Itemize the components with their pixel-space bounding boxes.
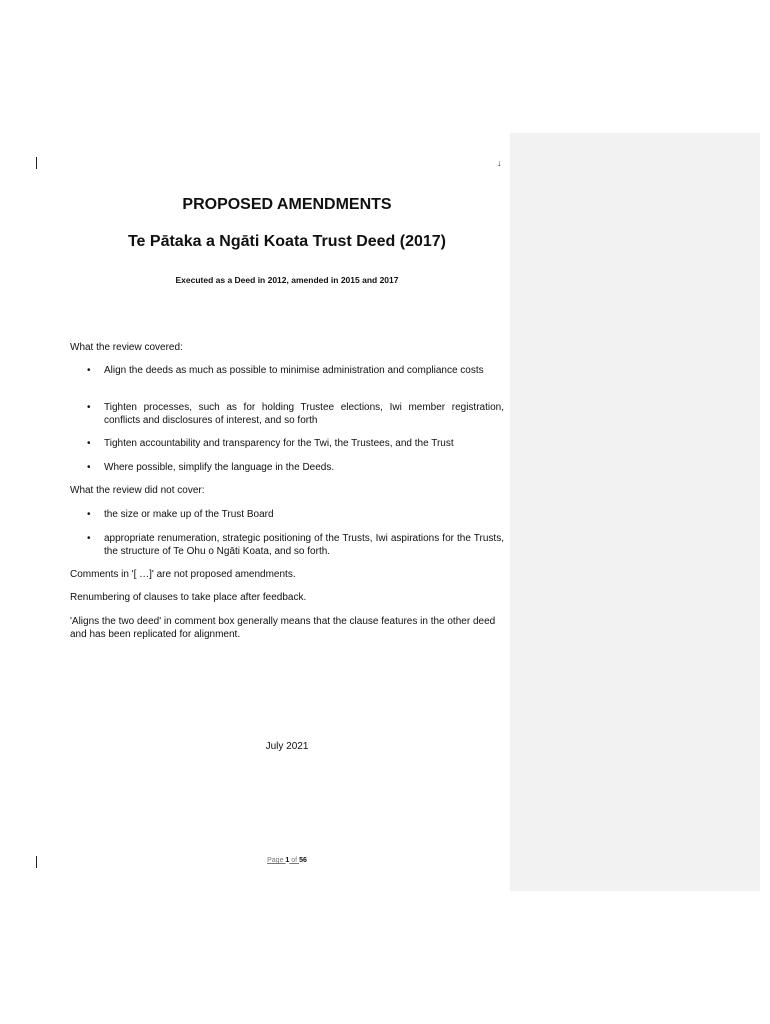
bullet-icon: • [87, 438, 91, 449]
document-title: PROPOSED AMENDMENTS [182, 196, 392, 213]
change-bar-top [36, 157, 37, 169]
comments-note: Comments in '[ …]' are not proposed amendments. [70, 569, 296, 580]
page-number: 1 [285, 857, 290, 864]
paragraph-mark-icon: ↓ [497, 158, 502, 168]
bullet-icon: • [87, 365, 91, 376]
covered-item: Align the deeds as much as possible to minimise administration and compliance costs [104, 365, 484, 376]
covered-item: Where possible, simplify the language in the Deeds. [104, 462, 335, 473]
not-covered-item: appropriate renumeration, strategic positioning of the Trusts, Iwi aspirations for the Trusts, the structure of Te Ohu o Ngāti Koata, and so forth. [104, 533, 504, 557]
document-subtitle: Te Pātaka a Ngāti Koata Trust Deed (2017) [127, 233, 447, 250]
page-total: 56 [299, 857, 307, 864]
covered-item: Tighten accountability and transparency for the Twi, the Trustees, and the Trust [104, 438, 454, 449]
document-date: July 2021 [265, 741, 309, 752]
covered-item: Tighten processes, such as for holding Trustee elections, Iwi member registration, conflicts and disclosures of interest, and so forth [104, 402, 504, 426]
bullet-icon: • [87, 462, 91, 473]
executed-line: Executed as a Deed in 2012, amended in 2015 and 2017 [175, 275, 399, 285]
not-covered-heading: What the review did not cover: [70, 485, 205, 496]
bullet-icon: • [87, 509, 91, 520]
comment-pane [510, 133, 760, 891]
aligns-note: 'Aligns the two deed' in comment box generally means that the clause features in the other deed and has been replicated for alignment. [70, 616, 496, 640]
bullet-icon: • [87, 533, 91, 544]
renumbering-note: Renumbering of clauses to take place after feedback. [70, 592, 307, 603]
page-footer [70, 857, 504, 864]
not-covered-item: the size or make up of the Trust Board [104, 509, 274, 520]
change-bar-bottom [36, 856, 37, 868]
covered-heading: What the review covered: [70, 342, 183, 353]
page-of: of [289, 857, 300, 864]
page-prefix: Page [267, 857, 286, 864]
bullet-icon: • [87, 402, 91, 413]
